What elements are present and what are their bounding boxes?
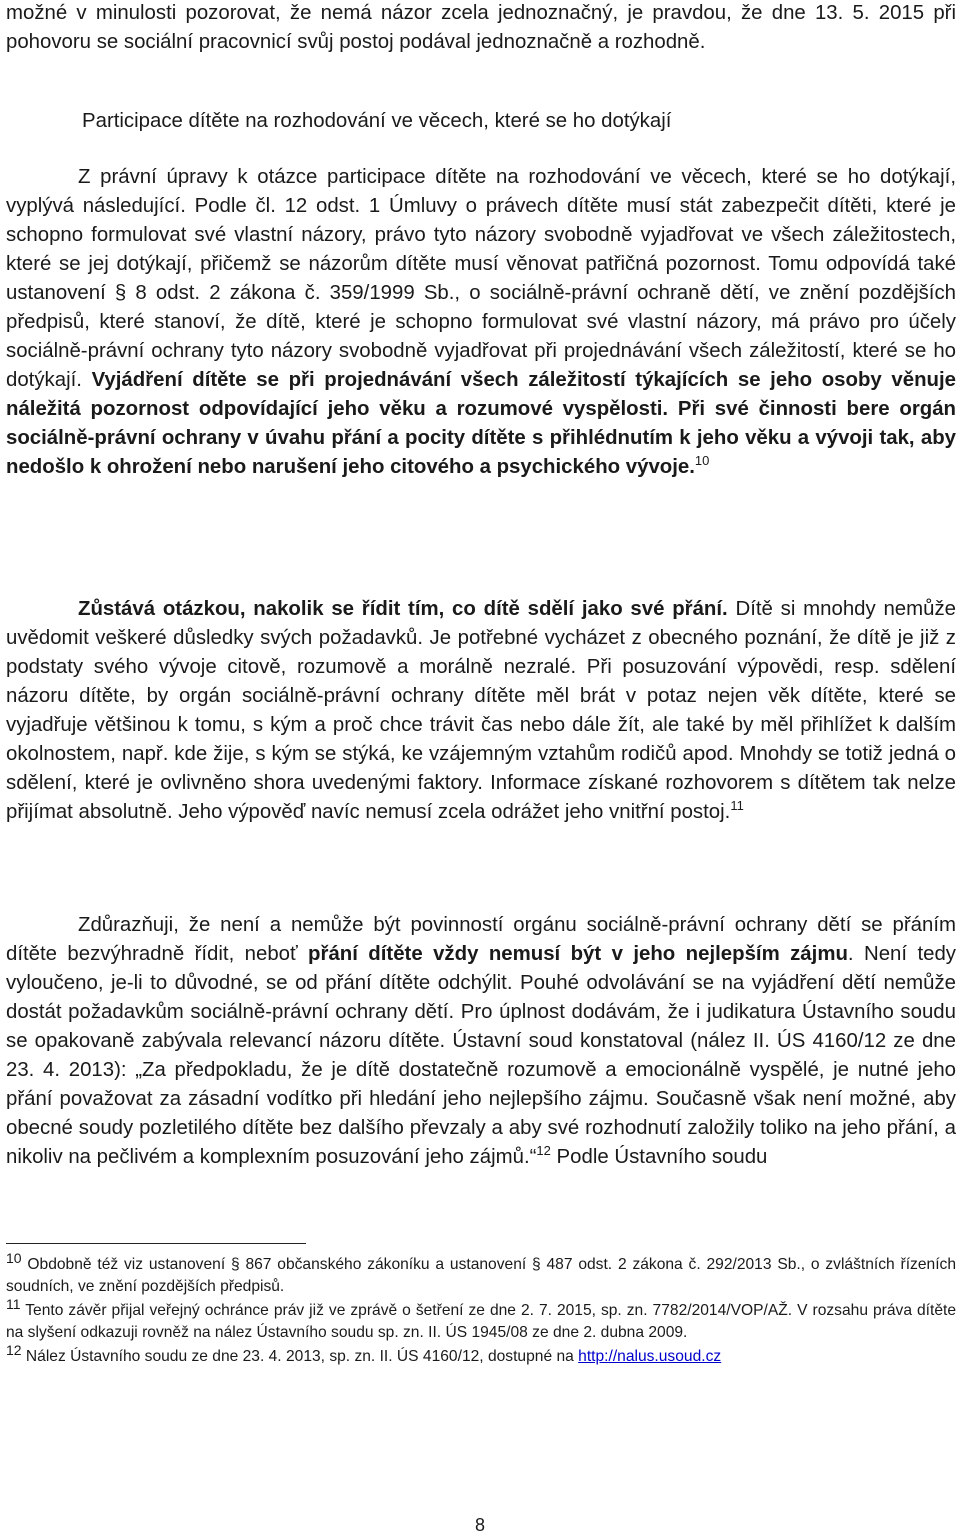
footnote-text: Nález Ústavního soudu ze dne 23. 4. 2013, sp. zn. II. ÚS 4160/12, dostupné na: [21, 1348, 579, 1365]
intro-paragraph: možné v minulosti pozorovat, že nemá názor zcela jednoznačný, je pravdou, že dne 13. 5. 2015 při pohovoru se sociální pracovnicí svůj postoj podával jednoznačně a rozhodně.: [6, 2, 956, 53]
footnote-number: 10: [6, 1249, 22, 1266]
footnotes: [6, 1249, 956, 1371]
paragraph-2: [6, 595, 956, 827]
footnote-ref-11[interactable]: 11: [730, 798, 744, 814]
nalus-link[interactable]: http://nalus.usoud.cz: [578, 1348, 722, 1365]
paragraph-3: [6, 911, 956, 1172]
paragraph-3-text-c: . Není tedy vyloučeno, je-li to důvodné, se od přání dítěte odchýlit. Pouhé odvolávání se na vyjádření dětí nemůže dostát požadavkům sociálně-právní ochrany dětí. Pro úplnost dodávám, že i judikatura Ústavního soudu se opakovaně zabývala relevancí názoru dítěte. Ústavní soud konstatoval (nález II. ÚS 4160/12 ze dne 23. 4. 2013): „Za předpokladu, že je dítě dostatečně rozumově a emocionálně vyspělé, je nutné jeho přání považovat za zásadní vodítko při hledání jeho nejlepšího zájmu. Současně však není možné, aby obecné soudy pozletilého dítěte bez dalšího převzaly a aby své rozhodnutí založily toliko na jeho přání, a nikoliv na pečlivém a komplexním posuzování jeho zájmů.“: [6, 943, 956, 1168]
paragraph-1-bold: Vyjádření dítěte se při projednávání všech záležitostí týkajících se jeho osoby věnuje náležitá pozornost odpovídající jeho věku a rozumové vyspělosti. Při své činnosti bere orgán sociálně-právní ochrany v úvahu přání a pocity dítěte s přihlédnutím k jeho věku a vývoji tak, aby nedošlo k ohrožení nebo narušení jeho citového a psychického vývoje.: [6, 369, 956, 478]
footnote-number: 12: [6, 1341, 22, 1358]
paragraph-3-text-d: Podle Ústavního soudu: [550, 1146, 768, 1168]
paragraph-1: [6, 163, 956, 482]
paragraph-3-text-a: Zdůrazňuji, že není a nemůže být povinností orgánu sociálně-právní ochrany dětí se přáním dítěte bezvýhradně řídit, neboť: [6, 914, 956, 965]
page-number: 8: [474, 1515, 485, 1535]
footnote-ref-12[interactable]: 12: [536, 1143, 551, 1159]
footnote-divider: [6, 1243, 306, 1244]
footnote-10: [6, 1249, 956, 1297]
footnote-ref-10[interactable]: 10: [694, 453, 710, 469]
paragraph-2-text: Dítě si mnohdy nemůže uvědomit veškeré důsledky svých požadavků. Je potřebné vycházet z obecného poznání, že dítě je již z podstaty svého vývoje citově, rozumově a morálně nezralé. Při posuzování výpovědi, resp. sdělení názoru dítěte, by orgán sociálně-právní ochrany dítěte měl brát v potaz nejen věk dítěte, které se vyjadřuje většinou k tomu, s kým a proč chce trávit čas nebo dále žít, ale také by měl přihlížet k dalším okolnostem, např. kde žije, s kým se stýká, ke vzájemným vztahům rodičů apod. Mnohdy se totiž jedná o sdělení, které je ovlivněno shora uvedenými faktory. Informace získané rozhovorem s dítětem tak nelze přijímat absolutně. Jeho výpověď navíc nemusí zcela odrážet jeho vnitřní postoj.: [6, 598, 956, 823]
footnote-12: [6, 1341, 956, 1368]
footnote-text: Obdobně též viz ustanovení § 867 občanského zákoníku a ustanovení § 487 odst. 2 zákona č. 292/2013 Sb., o zvláštních řízeních soudních, ve znění pozdějších předpisů.: [6, 1256, 956, 1295]
paragraph-3-bold: přání dítěte vždy nemusí být v jeho nejlepším zájmu: [308, 943, 848, 965]
footnote-number: 11: [6, 1295, 21, 1312]
section-heading: Participace dítěte na rozhodování ve věcech, které se ho dotýkají: [82, 110, 672, 132]
footnote-text: Tento závěr přijal veřejný ochránce práv již ve zprávě o šetření ze dne 2. 7. 2015, sp. zn. 7782/2014/VOP/AŽ. V rozsahu práva dítěte na slyšení odkazuji rovněž na nález Ústavního soudu sp. zn. II. ÚS 1945/08 ze dne 2. dubna 2009.: [6, 1302, 956, 1341]
paragraph-1-text: Z právní úpravy k otázce participace dítěte na rozhodování ve věcech, které se ho dotýkají, vyplývá následující. Podle čl. 12 odst. 1 Úmluvy o právech dítěte musí stát zabezpečit dítěti, které je schopno formulovat své vlastní názory, právo tyto názory svobodně vyjadřovat ve všech záležitostech, které se jej dotýkají, přičemž se názorům dítěte musí věnovat patřičná pozornost. Tomu odpovídá také ustanovení § 8 odst. 2 zákona č. 359/1999 Sb., o sociálně-právní ochraně dětí, ve znění pozdějších předpisů, které stanoví, že dítě, které je schopno formulovat své vlastní názory, má právo pro účely sociálně-právní ochrany tyto názory svobodně vyjadřovat při projednávání všech záležitostí, které se ho dotýkají.: [6, 166, 956, 391]
footnote-11: [6, 1295, 956, 1343]
paragraph-2-bold: Zůstává otázkou, nakolik se řídit tím, co dítě sdělí jako své přání.: [78, 598, 728, 620]
